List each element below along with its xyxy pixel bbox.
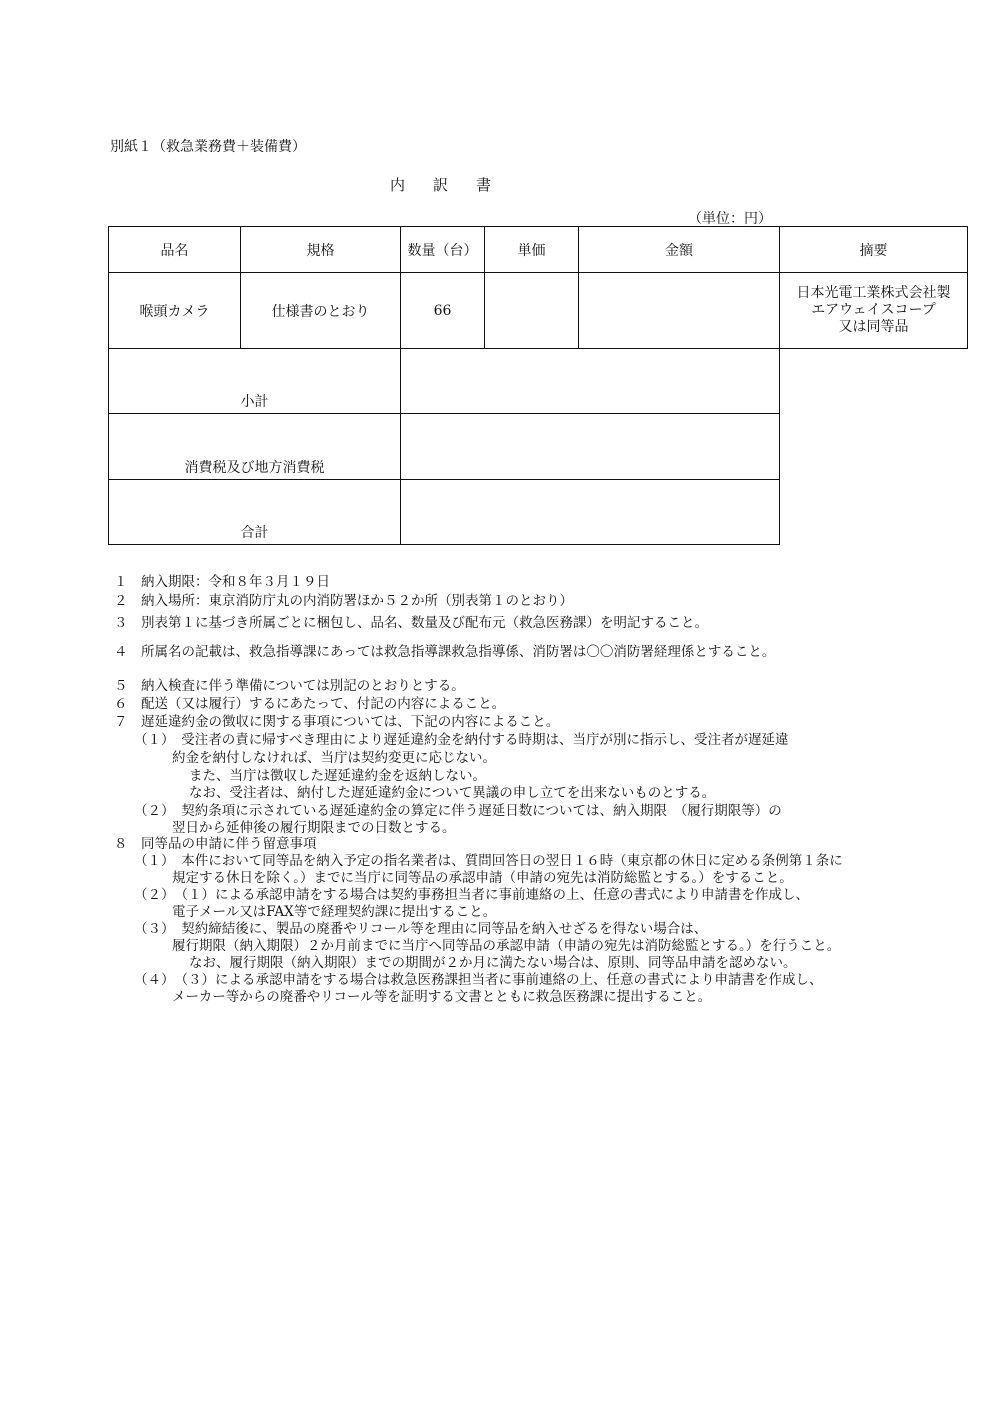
note-line: ２ 納入場所：東京消防庁丸の内消防署ほか５２か所（別表第１のとおり） — [114, 593, 573, 609]
header-spec: 規格 — [240, 226, 401, 273]
total-label: 合計 — [108, 479, 401, 545]
note-line: 規定する休日を除く。）までに当庁に同等品の承認申請（申請の宛先は消防総監とする。）をすること。 — [172, 870, 793, 886]
unit-note: （単位：円） — [688, 211, 772, 227]
title-char: 書 — [476, 176, 492, 194]
note-line: ７ 遅延違約金の徴収に関する事項については、下記の内容によること。 — [114, 714, 560, 730]
tax-label: 消費税及び地方消費税 — [108, 413, 401, 480]
document-label: 別紙１（救急業務費＋装備費） — [110, 139, 306, 155]
note-line: ５ 納入検査に伴う準備については別記のとおりとする。 — [114, 678, 465, 694]
row-unit-price — [484, 272, 579, 349]
note-line: （２） （１）による承認申請をする場合は契約事務担当者に事前連絡の上、任意の書式により申請書を作成し、 — [134, 887, 809, 903]
note-line: （１） 本件において同等品を納入予定の指名業者は、質問回答日の翌日１６時（東京都の休日に定める条例第１条に — [134, 853, 843, 869]
note-line: ６ 配送（又は履行）するにあたって、付記の内容によること。 — [114, 696, 506, 712]
subtotal-value — [400, 348, 780, 414]
note-line: メーカー等からの廃番やリコール等を証明する文書とともに救急医務課に提出すること。 — [172, 989, 712, 1005]
header-amount: 金額 — [578, 226, 780, 273]
row-spec: 仕様書のとおり — [240, 272, 401, 349]
note-line: ４ 所属名の記載は、救急指導課にあっては救急指導課救急指導係、消防署は〇〇消防署経理係とすること。 — [114, 644, 776, 660]
remarks-line: 日本光電工業株式会社製 — [796, 285, 951, 301]
note-line: また、当庁は徴収した遅延違約金を返納しない。 — [189, 768, 486, 784]
row-amount — [578, 272, 780, 349]
note-line: （２） 契約条項に示されている遅延違約金の算定に伴う遅延日数については、納入期限 （履行期限等）の — [134, 803, 782, 819]
row-remarks — [779, 272, 968, 349]
note-line: 履行期限（納入期限）２か月前までに当庁へ同等品の承認申請（申請の宛先は消防総監とする。）を行うこと。 — [172, 938, 841, 954]
tax-value — [400, 413, 780, 480]
note-line: 約金を納付しなければ、当庁は契約変更に応じない。 — [172, 750, 496, 766]
row-item-name: 喉頭カメラ — [108, 272, 241, 349]
header-remarks: 摘要 — [779, 226, 968, 273]
title-char: 訳 — [433, 176, 449, 194]
note-line: なお、履行期限（納入期限）までの期間が２か月に満たない場合は、原則、同等品申請を認めない。 — [189, 955, 797, 971]
note-line: ３ 別表第１に基づき所属ごとに梱包し、品名、数量及び配布元（救急医務課）を明記すること。 — [114, 615, 708, 631]
note-line: （１） 受注者の責に帰すべき理由により遅延違約金を納付する時期は、当庁が別に指示し、受注者が遅延違 — [134, 732, 789, 748]
note-line: 電子メール又はFAX等で経理契約課に提出すること。 — [172, 904, 497, 920]
title-char: 内 — [390, 176, 406, 194]
remarks-line: 又は同等品 — [838, 319, 909, 335]
row-quantity: 66 — [400, 272, 485, 349]
header-item-name: 品名 — [108, 226, 241, 273]
header-unit-price: 単価 — [484, 226, 579, 273]
note-line: １ 納入期限：令和８年３月１９日 — [114, 574, 330, 590]
remarks-line: エアウェイスコープ — [811, 302, 936, 318]
header-quantity: 数量（台） — [400, 226, 485, 273]
note-line: （４） （３）による承認申請をする場合は救急医務課担当者に事前連絡の上、任意の書式により申請書を作成し、 — [134, 972, 823, 988]
document-title — [390, 174, 519, 195]
note-line: なお、受注者は、納付した遅延違約金について異議の申し立てを出来ないものとする。 — [189, 785, 716, 801]
note-line: （３） 契約締結後に、製品の廃番やリコール等を理由に同等品を納入せざるを得ない場合は、 — [134, 921, 708, 937]
note-line: 翌日から延伸後の履行期限までの日数とする。 — [172, 820, 456, 836]
subtotal-label: 小計 — [108, 348, 401, 414]
total-value — [400, 479, 780, 545]
note-line: ８ 同等品の申請に伴う留意事項 — [114, 836, 317, 852]
